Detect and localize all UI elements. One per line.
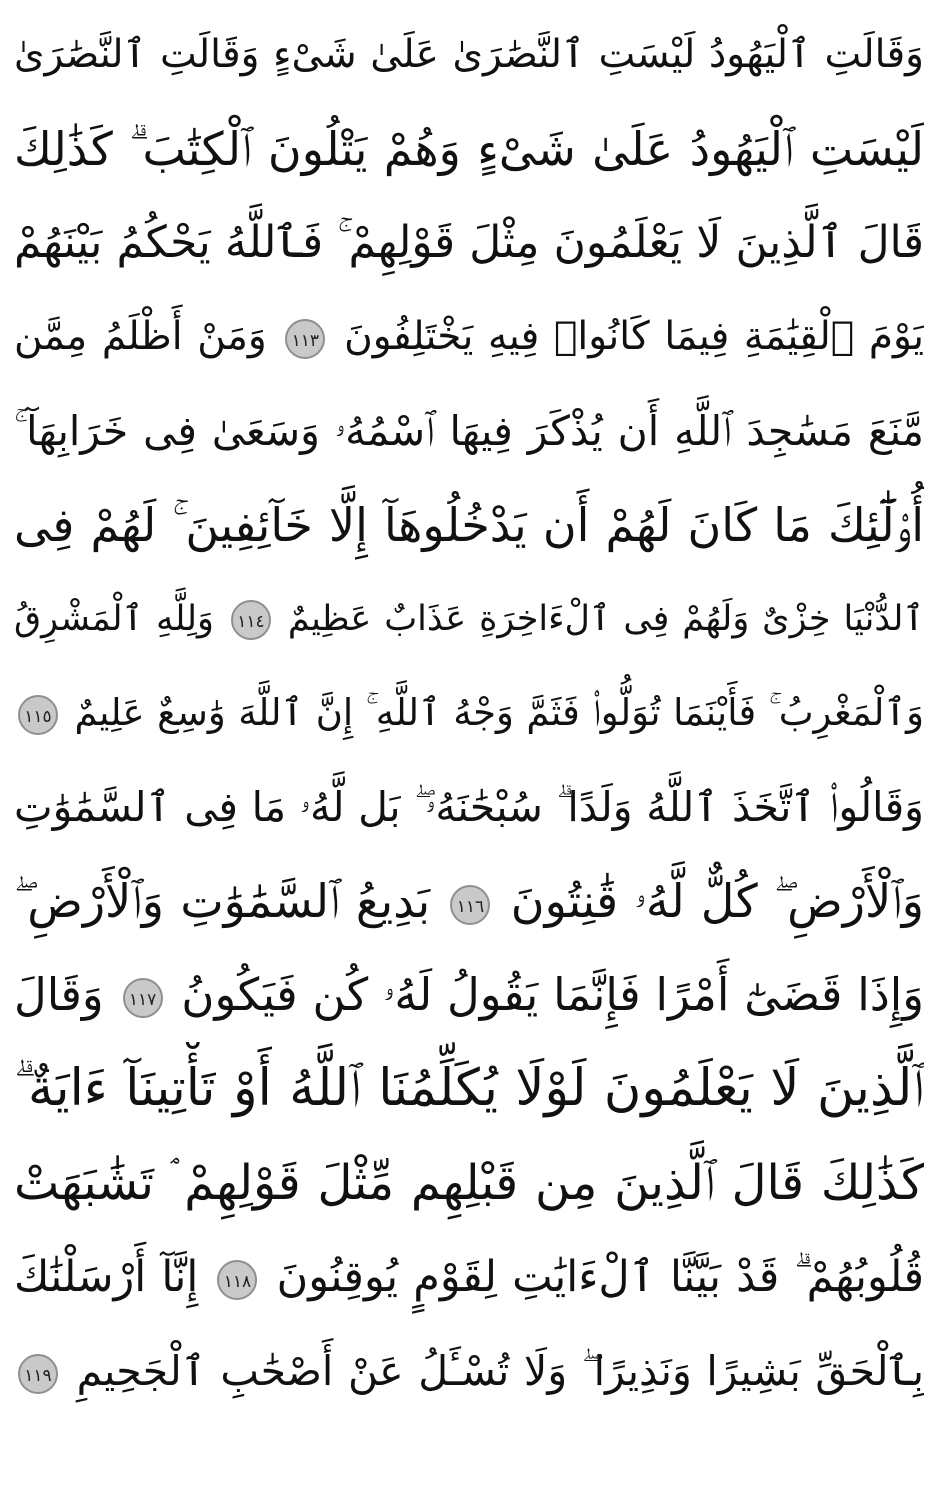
ayah-number-marker: ١١٥ xyxy=(18,695,58,735)
verse-line-2 xyxy=(14,102,924,196)
line-text: بِٱلْحَقِّ بَشِيرًا وَنَذِيرًا ۖ وَلَا تُسْـَٔلُ عَنْ أَصْحَٰبِ ٱلْجَحِيمِ xyxy=(76,1347,924,1395)
line-text: وَٱلْأَرْضِ ۖ كُلٌّ لَّهُۥ قَٰنِتُونَ xyxy=(510,874,924,928)
ayah-number-marker: ١١٣ xyxy=(285,319,325,359)
verse-line-1 xyxy=(14,8,924,102)
ayah-number-marker: ١١٦ xyxy=(450,885,490,925)
ayah-number-marker: ١١٧ xyxy=(123,978,163,1018)
verse-line-10 xyxy=(14,854,924,948)
line-text: قُلُوبُهُمْ ۗ قَدْ بَيَّنَّا ٱلْءَايَٰتِ لِقَوْمٍ يُوقِنُونَ xyxy=(276,1252,924,1302)
verse-line-7 xyxy=(14,572,924,666)
verse-line-12 xyxy=(14,1042,924,1136)
verse-line-13 xyxy=(14,1136,924,1230)
line-text: وَقَالُوا۟ ٱتَّخَذَ ٱللَّهُ وَلَدًا ۗ سُبْحَٰنَهُۥ ۖ بَل لَّهُۥ مَا فِى ٱلسَّمَٰوَٰتِ xyxy=(14,783,924,831)
line-text: مَّنَعَ مَسَٰجِدَ ٱللَّهِ أَن يُذْكَرَ فِيهَا ٱسْمُهُۥ وَسَعَىٰ فِى خَرَابِهَآ ۚ xyxy=(14,407,924,455)
line-text: وَٱلْمَغْرِبُ ۚ فَأَيْنَمَا تُوَلُّوا۟ فَثَمَّ وَجْهُ ٱللَّهِ ۚ إِنَّ ٱللَّهَ وَٰسِعٌ عَلِيمٌ xyxy=(74,691,924,734)
line-text: وَإِذَا قَضَىٰٓ أَمْرًا فَإِنَّمَا يَقُولُ لَهُۥ كُن فَيَكُونُ xyxy=(181,968,924,1021)
line-text: كَذَٰلِكَ قَالَ ٱلَّذِينَ مِن قَبْلِهِم مِّثْلَ قَوْلِهِمْ ۘ تَشَٰبَهَتْ xyxy=(14,1155,924,1211)
line-text: وَقَالَتِ ٱلْيَهُودُ لَيْسَتِ ٱلنَّصَٰرَىٰ عَلَىٰ شَىْءٍ وَقَالَتِ ٱلنَّصَٰرَىٰ xyxy=(14,32,924,77)
verse-line-4 xyxy=(14,290,924,384)
ayah-number-marker: ١١٤ xyxy=(231,600,271,640)
line-text-after-marker: إِنَّآ أَرْسَلْنَٰكَ xyxy=(14,1252,199,1302)
verse-line-15 xyxy=(14,1324,924,1418)
line-text: ٱلَّذِينَ لَا يَعْلَمُونَ لَوْلَا يُكَلِّمُنَا ٱللَّهُ أَوْ تَأْتِينَآ ءَايَةٌ ۗ xyxy=(14,1059,924,1118)
line-text: لَيْسَتِ ٱلْيَهُودُ عَلَىٰ شَىْءٍ وَهُمْ يَتْلُونَ ٱلْكِتَٰبَ ۗ كَذَٰلِكَ xyxy=(14,122,924,176)
verse-line-6 xyxy=(14,478,924,572)
ayah-number-marker: ١١٩ xyxy=(18,1354,58,1394)
ayah-number-marker: ١١٨ xyxy=(217,1260,257,1300)
line-text-after-marker: وَلِلَّهِ ٱلْمَشْرِقُ xyxy=(14,599,214,639)
verse-line-11 xyxy=(14,948,924,1042)
line-text: يَوْمَ ٱلْقِيَٰمَةِ فِيمَا كَانُوا۟ فِيهِ يَخْتَلِفُونَ xyxy=(344,314,924,359)
line-text-after-marker: بَدِيعُ ٱلسَّمَٰوَٰتِ وَٱلْأَرْضِ ۖ xyxy=(14,874,431,928)
verse-line-9 xyxy=(14,760,924,854)
verse-line-5 xyxy=(14,384,924,478)
line-text: ٱلدُّنْيَا خِزْىٌ وَلَهُمْ فِى ٱلْءَاخِرَةِ عَذَابٌ عَظِيمٌ xyxy=(287,599,924,639)
line-text: قَالَ ٱلَّذِينَ لَا يَعْلَمُونَ مِثْلَ قَوْلِهِمْ ۚ فَٱللَّهُ يَحْكُمُ بَيْنَهُمْ xyxy=(14,217,924,268)
verse-line-3 xyxy=(14,196,924,290)
line-text: أُو۟لَٰٓئِكَ مَا كَانَ لَهُمْ أَن يَدْخُلُوهَآ إِلَّا خَآئِفِينَ ۚ لَهُمْ فِى xyxy=(14,498,924,552)
line-text-after-marker: وَقَالَ xyxy=(14,968,104,1021)
verse-line-14 xyxy=(14,1230,924,1324)
verse-line-8 xyxy=(14,666,924,760)
line-text-after-marker: وَمَنْ أَظْلَمُ مِمَّن xyxy=(14,314,267,359)
